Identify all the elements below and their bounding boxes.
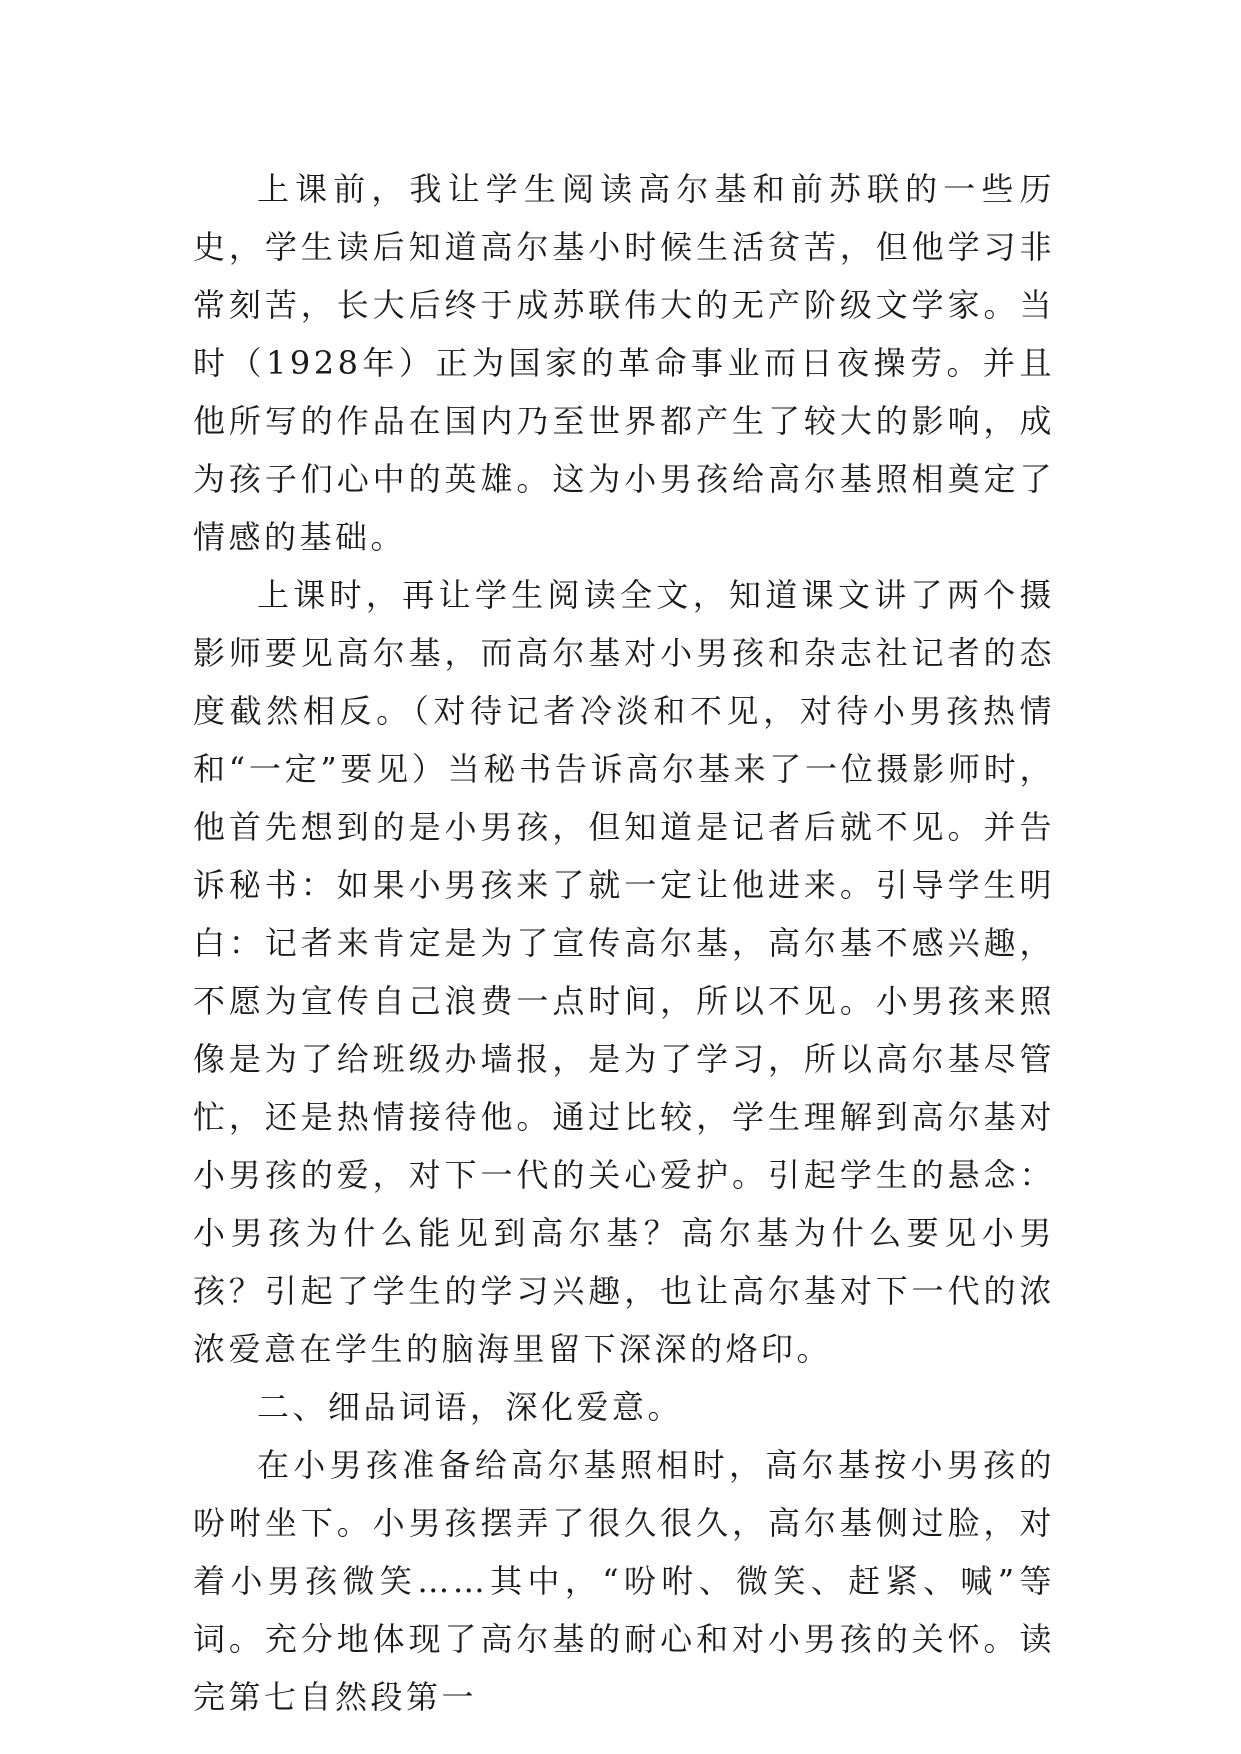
paragraph-word-analysis: 在小男孩准备给高尔基照相时，高尔基按小男孩的吩咐坐下。小男孩摆弄了很久很久，高尔基侧过脸，对着小男孩微笑……其中，“吩咐、微笑、赶紧、喊”等词。充分地体现了高尔基的耐心和对小男孩的关怀。读完第七自然段第一 [193,1446,1055,1716]
paragraph-during-class: 上课时，再让学生阅读全文，知道课文讲了两个摄影师要见高尔基，而高尔基对小男孩和杂志社记者的态度截然相反。（对待记者冷淡和不见，对待小男孩热情和“一定”要见）当秘书告诉高尔基来了一位摄影师时，他首先想到的是小男孩，但知道是记者后就不见。并告诉秘书：如果小男孩来了就一定让他进来。引导学生明白：记者来肯定是为了宣传高尔基，高尔基不感兴趣，不愿为宣传自己浪费一点时间，所以不见。小男孩来照像是为了给班级办墙报，是为了学习，所以高尔基尽管忙，还是热情接待他。通过比较，学生理解到高尔基对小男孩的爱，对下一代的关心爱护。引起学生的悬念：小男孩为什么能见到高尔基？高尔基为什么要见小男孩？引起了学生的学习兴趣，也让高尔基对下一代的浓浓爱意在学生的脑海里留下深深的烙印。 [193,576,1055,1368]
section-heading: 二、细品词语，深化爱意。 [257,1388,684,1426]
paragraph-before-class: 上课前，我让学生阅读高尔基和前苏联的一些历史，学生读后知道高尔基小时候生活贫苦，但他学习非常刻苦，长大后终于成苏联伟大的无产阶级文学家。当时（1928年）正为国家的革命事业而日夜操劳。并且他所写的作品在国内乃至世界都产生了较大的影响，成为孩子们心中的英雄。这为小男孩给高尔基照相奠定了情感的基础。 [193,170,1055,556]
document-body [193,160,1055,1726]
